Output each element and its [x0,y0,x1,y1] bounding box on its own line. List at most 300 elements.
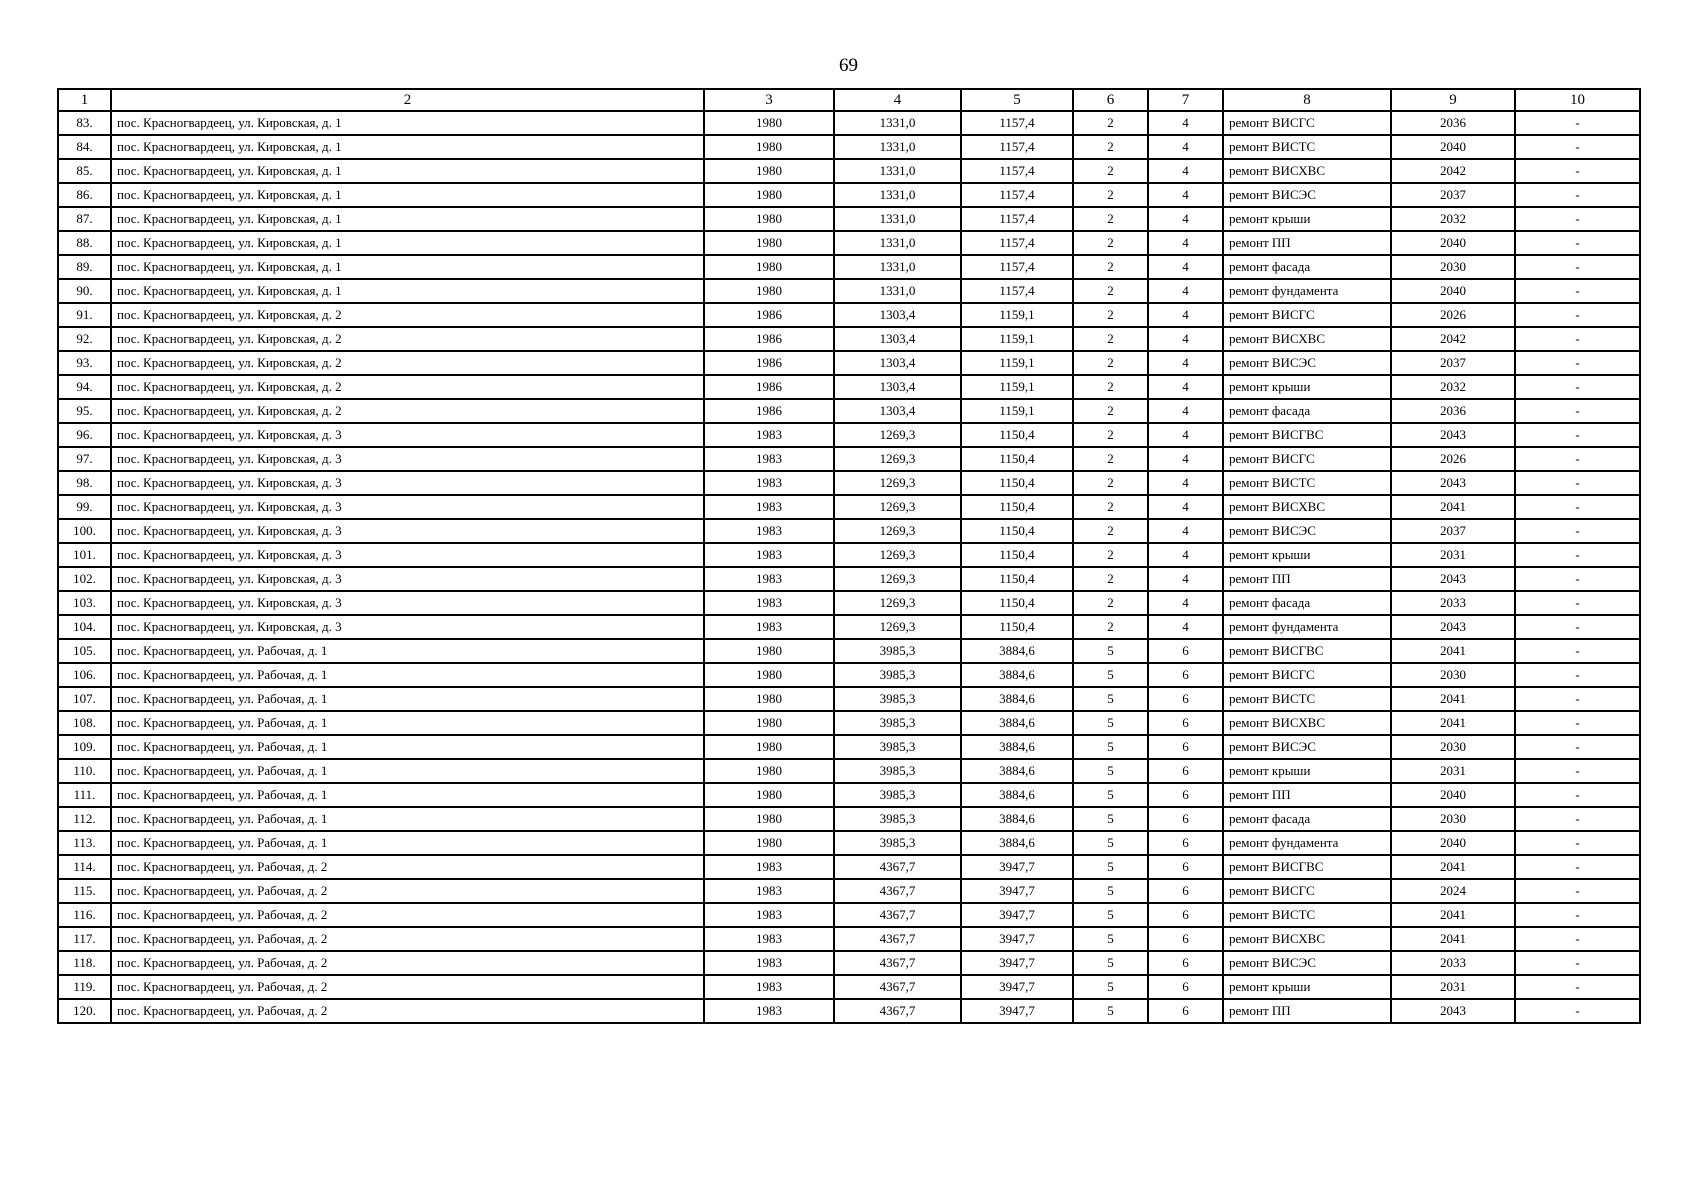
planned-year-cell: 2040 [1391,279,1515,303]
floors-cell: 2 [1073,111,1148,135]
year-cell: 1980 [704,735,834,759]
row-number-cell: 90. [58,279,111,303]
planned-year-cell: 2030 [1391,735,1515,759]
address-cell: пос. Красногвардеец, ул. Кировская, д. 3 [111,567,704,591]
note-cell: - [1515,423,1640,447]
entrances-cell: 4 [1148,471,1223,495]
address-cell: пос. Красногвардеец, ул. Рабочая, д. 1 [111,807,704,831]
total-area-cell: 3985,3 [834,687,961,711]
total-area-cell: 1303,4 [834,327,961,351]
work-type-cell: ремонт фасада [1223,807,1391,831]
row-number-cell: 85. [58,159,111,183]
total-area-cell: 1269,3 [834,543,961,567]
table-row [58,999,1640,1023]
floors-cell: 2 [1073,519,1148,543]
work-type-cell: ремонт ВИСХВС [1223,159,1391,183]
total-area-cell: 1269,3 [834,471,961,495]
row-number-cell: 96. [58,423,111,447]
row-number-cell: 107. [58,687,111,711]
work-type-cell: ремонт крыши [1223,207,1391,231]
address-cell: пос. Красногвардеец, ул. Кировская, д. 2 [111,351,704,375]
total-area-cell: 4367,7 [834,879,961,903]
row-number-cell: 92. [58,327,111,351]
row-number-cell: 116. [58,903,111,927]
address-cell: пос. Красногвардеец, ул. Кировская, д. 3 [111,447,704,471]
year-cell: 1983 [704,927,834,951]
row-number-cell: 106. [58,663,111,687]
floors-cell: 2 [1073,255,1148,279]
row-number-cell: 102. [58,567,111,591]
year-cell: 1980 [704,231,834,255]
table-row [58,279,1640,303]
floors-cell: 5 [1073,951,1148,975]
table-row [58,903,1640,927]
living-area-cell: 3884,6 [961,807,1073,831]
planned-year-cell: 2032 [1391,207,1515,231]
table-row [58,303,1640,327]
planned-year-cell: 2031 [1391,975,1515,999]
planned-year-cell: 2041 [1391,855,1515,879]
floors-cell: 5 [1073,639,1148,663]
planned-year-cell: 2043 [1391,423,1515,447]
total-area-cell: 4367,7 [834,975,961,999]
entrances-cell: 4 [1148,351,1223,375]
total-area-cell: 4367,7 [834,903,961,927]
row-number-cell: 99. [58,495,111,519]
year-cell: 1986 [704,327,834,351]
planned-year-cell: 2041 [1391,711,1515,735]
note-cell: - [1515,159,1640,183]
floors-cell: 2 [1073,399,1148,423]
entrances-cell: 4 [1148,111,1223,135]
table-row [58,783,1640,807]
living-area-cell: 1159,1 [961,399,1073,423]
floors-cell: 5 [1073,783,1148,807]
row-number-cell: 120. [58,999,111,1023]
entrances-cell: 6 [1148,687,1223,711]
year-cell: 1980 [704,639,834,663]
living-area-cell: 3947,7 [961,855,1073,879]
planned-year-cell: 2030 [1391,807,1515,831]
floors-cell: 2 [1073,471,1148,495]
note-cell: - [1515,231,1640,255]
work-type-cell: ремонт ПП [1223,567,1391,591]
total-area-cell: 1331,0 [834,135,961,159]
table-row [58,663,1640,687]
living-area-cell: 3947,7 [961,951,1073,975]
note-cell: - [1515,495,1640,519]
row-number-cell: 114. [58,855,111,879]
table-row [58,183,1640,207]
row-number-cell: 115. [58,879,111,903]
year-cell: 1980 [704,831,834,855]
row-number-cell: 87. [58,207,111,231]
work-type-cell: ремонт ПП [1223,783,1391,807]
planned-year-cell: 2030 [1391,255,1515,279]
table-row [58,831,1640,855]
row-number-cell: 98. [58,471,111,495]
table-row [58,207,1640,231]
year-cell: 1983 [704,495,834,519]
work-type-cell: ремонт ВИСГС [1223,663,1391,687]
work-type-cell: ремонт ВИСГВС [1223,423,1391,447]
entrances-cell: 4 [1148,495,1223,519]
planned-year-cell: 2031 [1391,759,1515,783]
address-cell: пос. Красногвардеец, ул. Кировская, д. 1 [111,255,704,279]
planned-year-cell: 2041 [1391,927,1515,951]
living-area-cell: 1150,4 [961,615,1073,639]
planned-year-cell: 2030 [1391,663,1515,687]
living-area-cell: 3884,6 [961,687,1073,711]
planned-year-cell: 2040 [1391,135,1515,159]
living-area-cell: 1150,4 [961,567,1073,591]
year-cell: 1980 [704,207,834,231]
year-cell: 1983 [704,951,834,975]
living-area-cell: 3947,7 [961,903,1073,927]
address-cell: пос. Красногвардеец, ул. Рабочая, д. 1 [111,783,704,807]
floors-cell: 5 [1073,759,1148,783]
address-cell: пос. Красногвардеец, ул. Рабочая, д. 1 [111,759,704,783]
total-area-cell: 3985,3 [834,735,961,759]
table-row [58,615,1640,639]
work-type-cell: ремонт крыши [1223,375,1391,399]
living-area-cell: 1157,4 [961,111,1073,135]
planned-year-cell: 2043 [1391,999,1515,1023]
note-cell: - [1515,183,1640,207]
living-area-cell: 3884,6 [961,783,1073,807]
planned-year-cell: 2031 [1391,543,1515,567]
year-cell: 1983 [704,999,834,1023]
living-area-cell: 1157,4 [961,279,1073,303]
row-number-cell: 101. [58,543,111,567]
living-area-cell: 3947,7 [961,999,1073,1023]
total-area-cell: 1269,3 [834,567,961,591]
living-area-cell: 3884,6 [961,831,1073,855]
header-row [58,89,1640,111]
address-cell: пос. Красногвардеец, ул. Кировская, д. 1 [111,183,704,207]
table-row [58,255,1640,279]
floors-cell: 2 [1073,543,1148,567]
planned-year-cell: 2040 [1391,783,1515,807]
floors-cell: 5 [1073,855,1148,879]
year-cell: 1980 [704,135,834,159]
table-body [58,111,1640,1023]
year-cell: 1980 [704,279,834,303]
column-header: 2 [111,89,704,111]
work-type-cell: ремонт ВИСХВС [1223,711,1391,735]
entrances-cell: 4 [1148,567,1223,591]
planned-year-cell: 2037 [1391,183,1515,207]
row-number-cell: 97. [58,447,111,471]
living-area-cell: 1150,4 [961,423,1073,447]
planned-year-cell: 2043 [1391,615,1515,639]
living-area-cell: 3884,6 [961,711,1073,735]
note-cell: - [1515,951,1640,975]
note-cell: - [1515,855,1640,879]
work-type-cell: ремонт ВИСЭС [1223,735,1391,759]
floors-cell: 2 [1073,327,1148,351]
living-area-cell: 1150,4 [961,495,1073,519]
work-type-cell: ремонт фасада [1223,399,1391,423]
page-number: 69 [839,55,858,76]
total-area-cell: 1331,0 [834,159,961,183]
table-row [58,639,1640,663]
row-number-cell: 112. [58,807,111,831]
row-number-cell: 108. [58,711,111,735]
total-area-cell: 4367,7 [834,951,961,975]
floors-cell: 2 [1073,615,1148,639]
entrances-cell: 4 [1148,375,1223,399]
table-row [58,735,1640,759]
note-cell: - [1515,447,1640,471]
address-cell: пос. Красногвардеец, ул. Кировская, д. 3 [111,615,704,639]
planned-year-cell: 2026 [1391,447,1515,471]
planned-year-cell: 2041 [1391,903,1515,927]
living-area-cell: 3947,7 [961,975,1073,999]
year-cell: 1980 [704,255,834,279]
work-type-cell: ремонт крыши [1223,975,1391,999]
work-type-cell: ремонт фундамента [1223,615,1391,639]
work-type-cell: ремонт фасада [1223,255,1391,279]
total-area-cell: 1303,4 [834,303,961,327]
address-cell: пос. Красногвардеец, ул. Кировская, д. 1 [111,279,704,303]
address-cell: пос. Красногвардеец, ул. Рабочая, д. 2 [111,975,704,999]
year-cell: 1983 [704,567,834,591]
year-cell: 1986 [704,351,834,375]
address-cell: пос. Красногвардеец, ул. Рабочая, д. 1 [111,831,704,855]
entrances-cell: 4 [1148,231,1223,255]
row-number-cell: 104. [58,615,111,639]
floors-cell: 5 [1073,975,1148,999]
floors-cell: 5 [1073,663,1148,687]
row-number-cell: 118. [58,951,111,975]
total-area-cell: 1303,4 [834,375,961,399]
note-cell: - [1515,639,1640,663]
table-row [58,543,1640,567]
total-area-cell: 1331,0 [834,279,961,303]
note-cell: - [1515,783,1640,807]
address-cell: пос. Красногвардеец, ул. Кировская, д. 3 [111,471,704,495]
year-cell: 1980 [704,687,834,711]
entrances-cell: 6 [1148,855,1223,879]
work-type-cell: ремонт ВИСГВС [1223,639,1391,663]
planned-year-cell: 2033 [1391,951,1515,975]
table-row [58,135,1640,159]
row-number-cell: 103. [58,591,111,615]
note-cell: - [1515,399,1640,423]
column-header: 3 [704,89,834,111]
note-cell: - [1515,279,1640,303]
note-cell: - [1515,303,1640,327]
row-number-cell: 111. [58,783,111,807]
year-cell: 1983 [704,975,834,999]
planned-year-cell: 2043 [1391,471,1515,495]
year-cell: 1983 [704,903,834,927]
planned-year-cell: 2042 [1391,327,1515,351]
entrances-cell: 4 [1148,183,1223,207]
address-cell: пос. Красногвардеец, ул. Кировская, д. 1 [111,207,704,231]
table-row [58,567,1640,591]
living-area-cell: 1157,4 [961,183,1073,207]
note-cell: - [1515,687,1640,711]
total-area-cell: 3985,3 [834,831,961,855]
row-number-cell: 113. [58,831,111,855]
entrances-cell: 4 [1148,543,1223,567]
living-area-cell: 1150,4 [961,543,1073,567]
entrances-cell: 4 [1148,159,1223,183]
entrances-cell: 6 [1148,951,1223,975]
work-type-cell: ремонт ВИСХВС [1223,327,1391,351]
floors-cell: 2 [1073,279,1148,303]
address-cell: пос. Красногвардеец, ул. Рабочая, д. 2 [111,879,704,903]
row-number-cell: 117. [58,927,111,951]
table-row [58,711,1640,735]
work-type-cell: ремонт ВИСТС [1223,135,1391,159]
living-area-cell: 1150,4 [961,519,1073,543]
column-header: 4 [834,89,961,111]
row-number-cell: 94. [58,375,111,399]
entrances-cell: 6 [1148,783,1223,807]
note-cell: - [1515,903,1640,927]
address-cell: пос. Красногвардеец, ул. Рабочая, д. 2 [111,927,704,951]
floors-cell: 2 [1073,135,1148,159]
row-number-cell: 109. [58,735,111,759]
address-cell: пос. Красногвардеец, ул. Кировская, д. 1 [111,159,704,183]
planned-year-cell: 2036 [1391,399,1515,423]
entrances-cell: 6 [1148,927,1223,951]
table-row [58,495,1640,519]
address-cell: пос. Красногвардеец, ул. Кировская, д. 2 [111,327,704,351]
entrances-cell: 6 [1148,999,1223,1023]
address-cell: пос. Красногвардеец, ул. Рабочая, д. 2 [111,855,704,879]
planned-year-cell: 2042 [1391,159,1515,183]
floors-cell: 2 [1073,495,1148,519]
work-type-cell: ремонт крыши [1223,759,1391,783]
year-cell: 1980 [704,183,834,207]
table-row [58,111,1640,135]
living-area-cell: 1150,4 [961,447,1073,471]
table-row [58,975,1640,999]
note-cell: - [1515,567,1640,591]
work-type-cell: ремонт ВИСГС [1223,111,1391,135]
total-area-cell: 1269,3 [834,519,961,543]
planned-year-cell: 2032 [1391,375,1515,399]
floors-cell: 5 [1073,879,1148,903]
entrances-cell: 4 [1148,279,1223,303]
work-type-cell: ремонт ВИСЭС [1223,183,1391,207]
living-area-cell: 3884,6 [961,639,1073,663]
address-cell: пос. Красногвардеец, ул. Рабочая, д. 2 [111,999,704,1023]
entrances-cell: 6 [1148,639,1223,663]
row-number-cell: 91. [58,303,111,327]
living-area-cell: 1157,4 [961,207,1073,231]
row-number-cell: 84. [58,135,111,159]
floors-cell: 2 [1073,351,1148,375]
note-cell: - [1515,759,1640,783]
note-cell: - [1515,879,1640,903]
work-type-cell: ремонт ВИСХВС [1223,927,1391,951]
table-row [58,471,1640,495]
work-type-cell: ремонт ВИСГС [1223,303,1391,327]
work-type-cell: ремонт ВИСГС [1223,879,1391,903]
floors-cell: 2 [1073,303,1148,327]
row-number-cell: 119. [58,975,111,999]
table-row [58,951,1640,975]
table-row [58,591,1640,615]
entrances-cell: 4 [1148,207,1223,231]
total-area-cell: 1303,4 [834,399,961,423]
entrances-cell: 6 [1148,879,1223,903]
floors-cell: 2 [1073,591,1148,615]
floors-cell: 2 [1073,159,1148,183]
row-number-cell: 86. [58,183,111,207]
year-cell: 1980 [704,759,834,783]
total-area-cell: 1331,0 [834,111,961,135]
address-cell: пос. Красногвардеец, ул. Рабочая, д. 1 [111,687,704,711]
total-area-cell: 3985,3 [834,807,961,831]
note-cell: - [1515,135,1640,159]
column-header: 9 [1391,89,1515,111]
entrances-cell: 4 [1148,327,1223,351]
table-row [58,855,1640,879]
year-cell: 1986 [704,303,834,327]
work-type-cell: ремонт ВИСЭС [1223,519,1391,543]
table-row [58,759,1640,783]
table-row [58,807,1640,831]
note-cell: - [1515,471,1640,495]
column-header: 8 [1223,89,1391,111]
year-cell: 1983 [704,423,834,447]
total-area-cell: 4367,7 [834,999,961,1023]
work-type-cell: ремонт ВИСХВС [1223,495,1391,519]
work-type-cell: ремонт крыши [1223,543,1391,567]
address-cell: пос. Красногвардеец, ул. Кировская, д. 2 [111,375,704,399]
note-cell: - [1515,663,1640,687]
entrances-cell: 4 [1148,135,1223,159]
work-type-cell: ремонт фундамента [1223,279,1391,303]
note-cell: - [1515,207,1640,231]
living-area-cell: 1159,1 [961,351,1073,375]
year-cell: 1983 [704,855,834,879]
work-type-cell: ремонт ВИСТС [1223,903,1391,927]
table-row [58,231,1640,255]
table-row [58,375,1640,399]
planned-year-cell: 2036 [1391,111,1515,135]
entrances-cell: 4 [1148,519,1223,543]
total-area-cell: 1269,3 [834,423,961,447]
table-row [58,423,1640,447]
year-cell: 1983 [704,447,834,471]
work-type-cell: ремонт ПП [1223,231,1391,255]
floors-cell: 2 [1073,423,1148,447]
entrances-cell: 6 [1148,759,1223,783]
row-number-cell: 100. [58,519,111,543]
floors-cell: 5 [1073,903,1148,927]
total-area-cell: 3985,3 [834,783,961,807]
floors-cell: 2 [1073,447,1148,471]
table-row [58,159,1640,183]
total-area-cell: 1331,0 [834,231,961,255]
entrances-cell: 4 [1148,423,1223,447]
entrances-cell: 6 [1148,663,1223,687]
row-number-cell: 105. [58,639,111,663]
total-area-cell: 1303,4 [834,351,961,375]
address-cell: пос. Красногвардеец, ул. Рабочая, д. 2 [111,951,704,975]
floors-cell: 2 [1073,231,1148,255]
entrances-cell: 6 [1148,975,1223,999]
total-area-cell: 3985,3 [834,711,961,735]
repair-schedule-table [57,88,1641,1024]
